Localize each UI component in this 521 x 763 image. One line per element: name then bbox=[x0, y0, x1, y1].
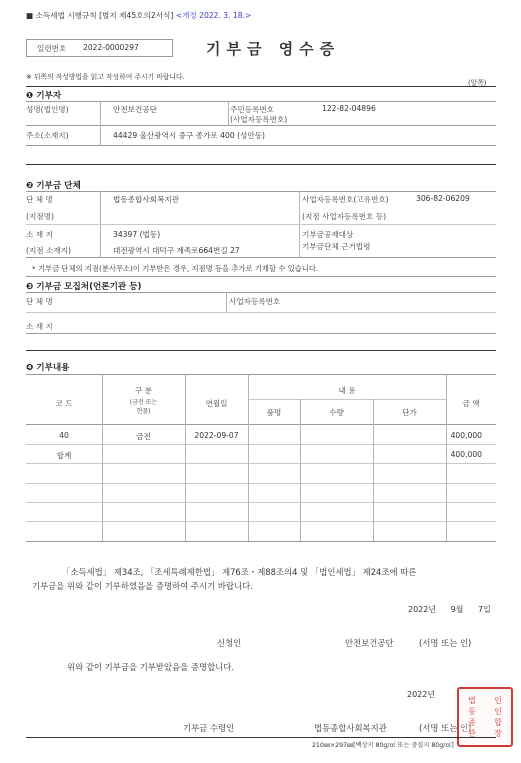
serial-number-box bbox=[26, 39, 173, 57]
col-detail-header: 내 용 bbox=[338, 386, 356, 395]
org-branch-biz-label: (지점 사업자등록번호 등) bbox=[302, 212, 387, 221]
donor-id-value: 122-82-04896 bbox=[322, 104, 376, 113]
org-branch-location-value: 대전광역시 대덕구 계족로664번길 27 bbox=[113, 246, 240, 255]
cell-border bbox=[373, 399, 374, 541]
divider bbox=[26, 101, 496, 102]
serial-number-label: 일련번호 bbox=[37, 44, 67, 53]
document-title: 기부금 영수증 bbox=[206, 40, 341, 58]
org-deduction-label: 기부금공제대상 bbox=[302, 230, 354, 239]
applicant-name: 안전보건공단 bbox=[345, 638, 394, 648]
page-side-label: (앞쪽) bbox=[468, 79, 487, 87]
col-amount-header: 금 액 bbox=[462, 399, 480, 408]
row-code: 40 bbox=[59, 431, 69, 440]
org-name-label: 단 체 명 bbox=[26, 195, 53, 204]
cell-border bbox=[300, 399, 301, 541]
cell-border bbox=[248, 374, 249, 541]
certification-line-2: 기부금을 위와 같이 기부하였음을 증명하여 주시기 바랍니다. bbox=[32, 581, 253, 591]
receiver-signature: (서명 또는 인) bbox=[419, 723, 472, 733]
revision-date: <개정 2022. 3. 18.> bbox=[175, 11, 252, 20]
divider bbox=[26, 276, 496, 277]
recruiter-location-label: 소 재 지 bbox=[26, 322, 53, 331]
col-type-sub-1: (금전 또는 bbox=[129, 399, 158, 406]
donor-heading: ❶ 기부자 bbox=[26, 91, 62, 101]
col-code-header: 코 드 bbox=[55, 399, 73, 408]
org-biz-no-label: 사업자등록번호(고유번호) bbox=[302, 195, 389, 204]
cell-border bbox=[100, 101, 101, 125]
instruction-note: ※ 뒤쪽의 작성방법을 읽고 작성하여 주시기 바랍니다. bbox=[26, 73, 185, 81]
divider bbox=[26, 145, 496, 146]
col-unit-header: 단가 bbox=[402, 408, 417, 417]
donor-name-value: 안전보건공단 bbox=[113, 105, 158, 114]
row-date: 2022-09-07 bbox=[194, 431, 239, 440]
receiver-name: 법동종합사회복지관 bbox=[314, 723, 387, 733]
recruiter-biz-no-label: 사업자등록번호 bbox=[229, 297, 281, 306]
donor-id-label: 주민등록번호 bbox=[230, 105, 275, 114]
org-branch-location-label: (지점 소재지) bbox=[26, 246, 72, 255]
paper-spec: 210㎜×297㎜[백상지 80g/㎡ 또는 중질지 80g/㎡] bbox=[312, 742, 454, 749]
col-date-header: 연월일 bbox=[205, 399, 228, 408]
receiver-label: 기부금 수령인 bbox=[183, 723, 235, 733]
col-item-header: 품명 bbox=[266, 408, 282, 417]
total-label: 합계 bbox=[56, 451, 72, 460]
application-date: 2022년 9월 7일 bbox=[408, 605, 491, 614]
col-type-sub-2: 현물) bbox=[136, 408, 151, 415]
divider bbox=[26, 86, 496, 87]
receipt-date: 2022년 bbox=[407, 690, 436, 699]
divider bbox=[26, 333, 496, 334]
contents-heading: ❹ 기부내용 bbox=[26, 363, 70, 373]
divider bbox=[26, 737, 496, 738]
org-name-value: 법동종합사회복지관 bbox=[113, 195, 180, 204]
org-branch-label: (지점명) bbox=[26, 212, 54, 221]
recruiter-heading: ❸ 기부금 모집처(언론기관 등) bbox=[26, 282, 142, 292]
total-amount: 400,000 bbox=[450, 450, 482, 459]
col-type-header: 구 분 bbox=[134, 386, 153, 395]
cell-border bbox=[100, 125, 101, 145]
cell-border bbox=[228, 101, 229, 125]
divider bbox=[26, 444, 496, 445]
official-seal-stamp: 법 인 동 인 종 합 관 장 bbox=[457, 687, 513, 747]
donor-address-value: 44429 울산광역시 중구 종가로 400 (성안동) bbox=[113, 131, 266, 140]
divider bbox=[26, 125, 496, 126]
donor-name-label: 성명(법인명) bbox=[26, 105, 69, 114]
divider bbox=[248, 399, 446, 400]
recruiter-name-label: 단 체 명 bbox=[26, 297, 53, 306]
org-legal-basis-label: 기부금단체 근거법령 bbox=[302, 242, 371, 251]
cell-border bbox=[226, 292, 227, 312]
form-reference: ■ 소득세법 시행규칙 [별지 제45호의2서식] <개정 2022. 3. 18.> bbox=[26, 11, 252, 20]
col-qty-header: 수량 bbox=[329, 408, 344, 417]
row-amount: 400,000 bbox=[450, 431, 482, 440]
applicant-label: 신청인 bbox=[217, 638, 242, 648]
serial-number-value: 2022-0000297 bbox=[83, 43, 139, 52]
divider bbox=[26, 164, 496, 165]
divider bbox=[26, 424, 496, 425]
donor-biz-id-label: (사업자등록번호) bbox=[230, 115, 288, 124]
certification-line-1: 「소득세법」 제34조, 「조세특례제한법」 제76조・제88조의4 및 「법인세법」 제24조에 따른 bbox=[62, 567, 417, 577]
divider bbox=[26, 374, 496, 375]
cell-border bbox=[102, 374, 103, 541]
divider bbox=[26, 521, 496, 522]
cell-border bbox=[446, 374, 447, 541]
divider bbox=[26, 257, 496, 258]
receipt-statement: 위와 같이 기부금을 기부받았음을 증명합니다. bbox=[67, 662, 235, 672]
divider bbox=[26, 502, 496, 503]
divider bbox=[26, 312, 496, 313]
divider bbox=[26, 224, 496, 225]
divider bbox=[26, 463, 496, 464]
divider bbox=[26, 191, 496, 192]
divider bbox=[26, 350, 496, 351]
divider bbox=[26, 541, 496, 542]
org-location-value: 34397 (법동) bbox=[113, 230, 161, 239]
applicant-signature: (서명 또는 인) bbox=[419, 638, 472, 648]
divider bbox=[26, 292, 496, 293]
cell-border bbox=[185, 374, 186, 541]
row-type: 금전 bbox=[136, 432, 151, 441]
org-biz-no-value: 306-82-06209 bbox=[416, 194, 470, 203]
donor-address-label: 주소(소재지) bbox=[26, 131, 69, 140]
organization-heading: ❷ 기부금 단체 bbox=[26, 181, 81, 191]
org-footnote: * 기부금 단체의 지점(분사무소)이 기부받은 경우, 지점명 등을 추가로 기재할 수 있습니다. bbox=[32, 264, 319, 273]
divider bbox=[26, 483, 496, 484]
org-location-label: 소 재 지 bbox=[26, 230, 53, 239]
